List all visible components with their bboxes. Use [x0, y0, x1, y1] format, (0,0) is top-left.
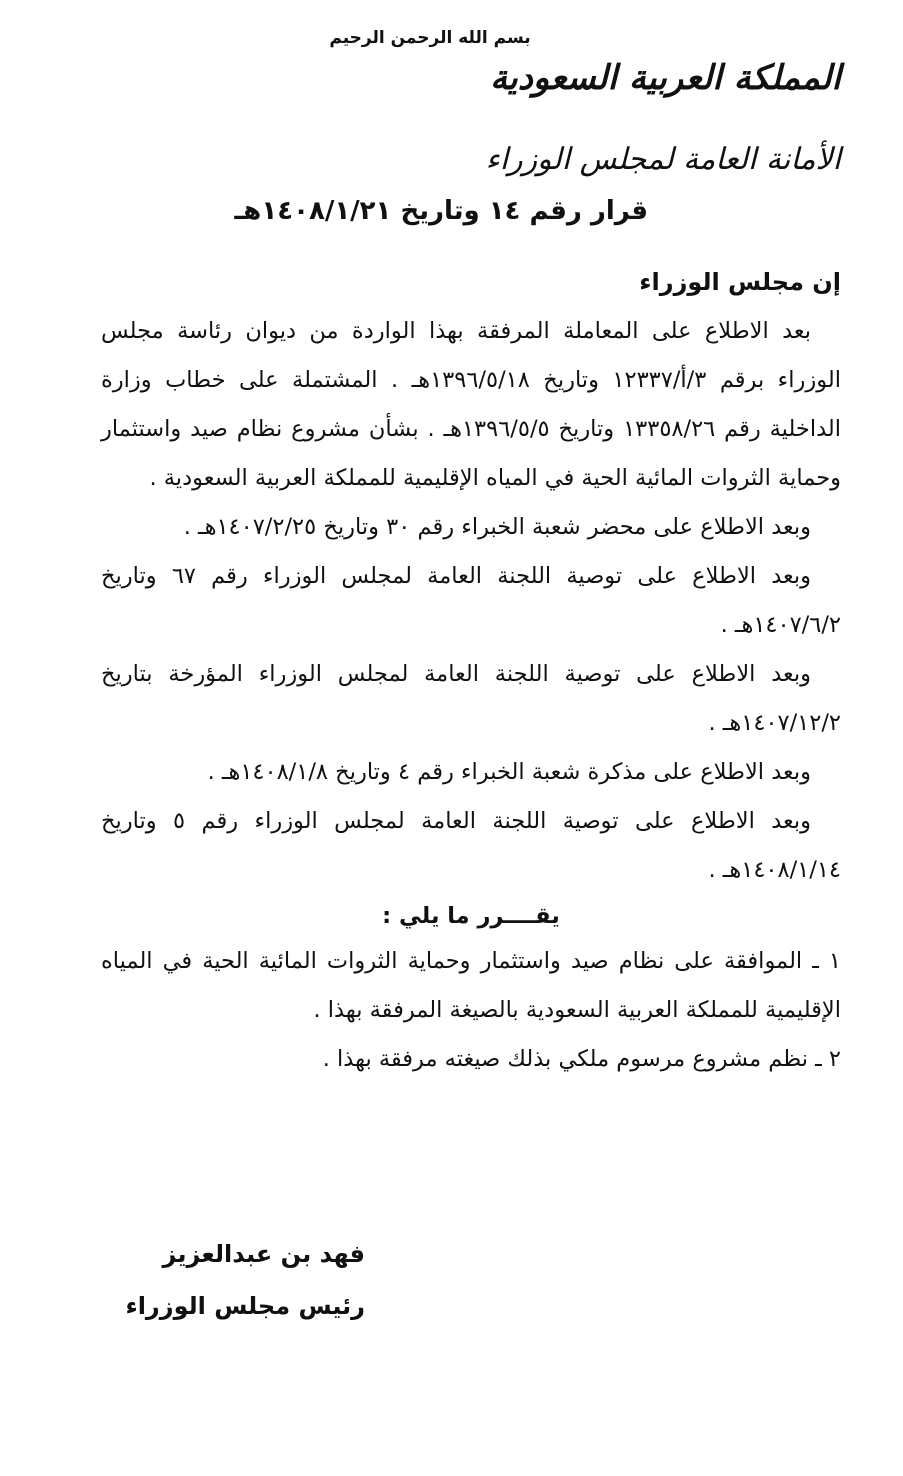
preamble-paragraph: وبعد الاطلاع على محضر شعبة الخبراء رقم ٣٠ وتاريخ ١٤٠٧/٢/٢٥هـ .	[183, 514, 811, 540]
signature-block	[105, 1228, 365, 1332]
secretariat-letterhead: الأمانة العامة لمجلس الوزراء	[485, 142, 841, 177]
preamble-paragraph: وبعد الاطلاع على مذكرة شعبة الخبراء رقم ٤ وتاريخ ١٤٠٨/١/٨هـ .	[207, 759, 811, 785]
basmala-heading: بسم الله الرحمن الرحيم	[329, 28, 531, 48]
signatory-name: فهد بن عبدالعزيز	[162, 1240, 365, 1268]
decision-item: ٢ ـ نظم مشروع مرسوم ملكي بذلك صيغته مرفقة بهذا .	[322, 1046, 841, 1072]
decides-heading: يقــــرر ما يلي :	[382, 903, 560, 929]
kingdom-letterhead: المملكة العربية السعودية	[490, 58, 841, 98]
decree-body	[101, 258, 841, 1084]
preamble-paragraph: بعد الاطلاع على المعاملة المرفقة بهذا الواردة من ديوان رئاسة مجلس الوزراء برقم ٣/أ/١٢٣٣٧ وتاريخ ١٣٩٦/٥/١٨هـ . المشتملة على خطاب وزارة الداخلية رقم ١٣٣٥٨/٢٦ وتاريخ ١٣٩٦/٥/٥هـ . بشأن مشروع نظام صيد واستثمار وحماية الثروات المائية الحية في المياه الإقليمية للمملكة العربية السعودية .	[101, 318, 841, 491]
decision-title: قرار رقم ١٤ وتاريخ ١٤٠٨/١/٢١هـ	[234, 196, 648, 226]
decision-item: ١ ـ الموافقة على نظام صيد واستثمار وحماية الثروات المائية الحية في المياه الإقليمية للمملكة العربية السعودية بالصيغة المرفقة بهذا .	[101, 948, 841, 1023]
preamble-paragraph: وبعد الاطلاع على توصية اللجنة العامة لمجلس الوزراء المؤرخة بتاريخ ١٤٠٧/١٢/٢هـ .	[101, 661, 841, 736]
preamble-paragraph: وبعد الاطلاع على توصية اللجنة العامة لمجلس الوزراء رقم ٥ وتاريخ ١٤٠٨/١/١٤هـ .	[101, 808, 841, 883]
opening-line: إن مجلس الوزراء	[639, 268, 841, 296]
preamble-paragraph: وبعد الاطلاع على توصية اللجنة العامة لمجلس الوزراء رقم ٦٧ وتاريخ ١٤٠٧/٦/٢هـ .	[101, 563, 841, 638]
signatory-title: رئيس مجلس الوزراء	[125, 1292, 365, 1320]
